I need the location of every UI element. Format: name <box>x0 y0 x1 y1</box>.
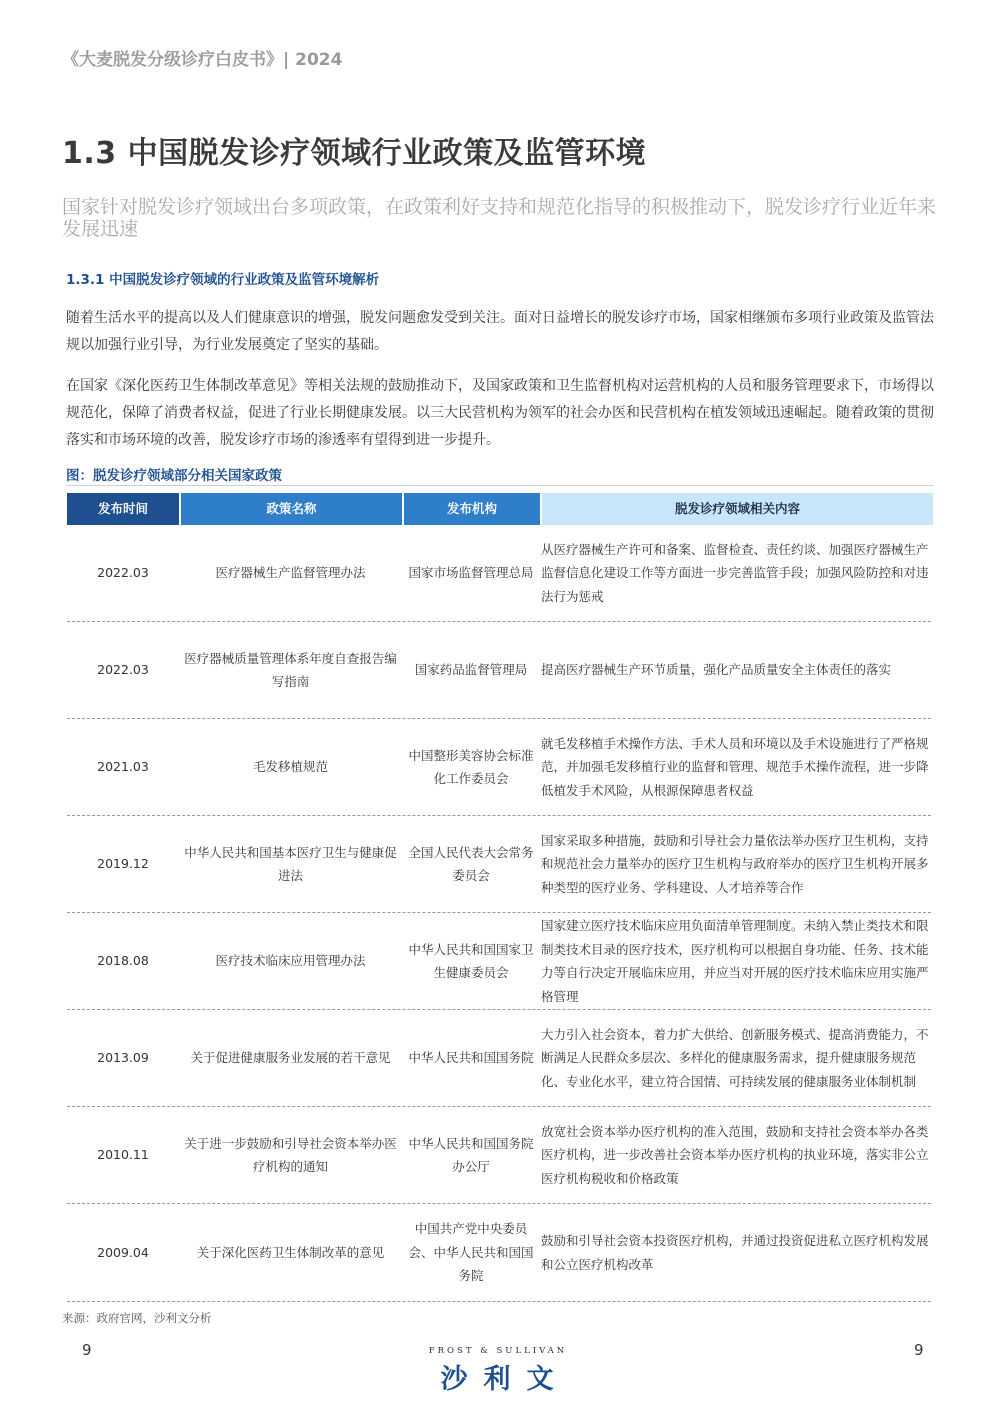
logo-chinese-wordmark: 沙利文 <box>440 1364 570 1395</box>
cell-date: 2019.12 <box>97 856 149 872</box>
subsection-title: 1.3.1 中国脱发诊疗领域的行业政策及监管环境解析 <box>66 272 380 288</box>
cell-agency: 国家药品监督管理局 <box>414 662 528 678</box>
source-note: 来源：政府官网，沙利文分析 <box>62 1311 212 1325</box>
paragraph-2: 在国家《深化医药卫生体制改革意见》等相关法规的鼓励推动下，及国家政策和卫生监督机构对运营机构的人员和服务管理要求下，市场得以规范化，保障了消费者权益，促进了行业长期健康发展。以三大民营机构为领军的社会办医和民营机构在植发领域迅速崛起。随着政策的贯彻落实和市场环境的改善，脱发诊疗市场的渗透率有望得到进一步提升。 <box>66 378 934 448</box>
table-row <box>67 719 931 816</box>
cell-agency: 中华人民共和国国务院 <box>408 1050 534 1066</box>
table-row <box>67 816 931 913</box>
cell-date: 2018.08 <box>97 953 149 969</box>
table-row <box>67 913 931 1010</box>
cell-policy-name: 毛发移植规范 <box>252 759 328 775</box>
cell-content: 国家建立医疗技术临床应用负面清单管理制度。未纳入禁止类技术和限制类技术目录的医疗技术，医疗机构可以根据自身功能、任务、技术能力等自行决定开展临床应用，并应当对开展的医疗技术临床应用实施严格管理 <box>541 918 929 1004</box>
cell-content: 大力引入社会资本，着力扩大供给、创新服务模式、提高消费能力，不断满足人民群众多层次、多样化的健康服务需求，提升健康服务规范化、专业化水平，建立符合国情、可持续发展的健康服务业体制机制 <box>541 1026 929 1089</box>
cell-date: 2022.03 <box>97 662 149 678</box>
page-number-left: 9 <box>82 1341 92 1359</box>
policy-table-header <box>67 493 933 525</box>
cell-agency: 中华人民共和国国家卫生健康委员会 <box>408 941 534 980</box>
cell-policy-name: 关于进一步鼓励和引导社会资本举办医疗机构的通知 <box>184 1135 397 1174</box>
figure-divider <box>66 485 934 486</box>
table-row <box>67 525 931 622</box>
frost-sullivan-logo <box>418 1346 578 1396</box>
policy-table-body <box>67 525 931 1302</box>
cell-date: 2013.09 <box>97 1050 149 1066</box>
cell-content: 提高医疗器械生产环节质量，强化产品质量安全主体责任的落实 <box>541 662 892 678</box>
cell-policy-name: 医疗器械生产监督管理办法 <box>215 565 366 581</box>
cell-agency: 中国整形美容协会标准化工作委员会 <box>408 747 534 786</box>
header-content: 脱发诊疗领域相关内容 <box>542 493 933 525</box>
cell-agency: 国家市场监督管理总局 <box>408 565 534 581</box>
paragraph-1: 随着生活水平的提高以及人们健康意识的增强，脱发问题愈发受到关注。面对日益增长的脱发诊疗市场，国家相继颁布多项行业政策及监管法规以加强行业引导，为行业发展奠定了坚实的基础。 <box>66 310 934 353</box>
logo-english-wordmark: FROST & SULLIVAN <box>428 1346 568 1356</box>
table-row <box>67 1204 931 1302</box>
section-title: 1.3 中国脱发诊疗领域行业政策及监管环境 <box>62 136 647 171</box>
cell-policy-name: 中华人民共和国基本医疗卫生与健康促进法 <box>184 844 397 883</box>
header-policy-name: 政策名称 <box>181 493 402 525</box>
cell-policy-name: 医疗器械质量管理体系年度自查报告编写指南 <box>184 650 397 689</box>
cell-content: 从医疗器械生产许可和备案、监督检查、责任约谈、加强医疗器械生产监督信息化建设工作等方面进一步完善监管手段；加强风险防控和对违法行为惩戒 <box>541 541 929 604</box>
cell-policy-name: 关于深化医药卫生体制改革的意见 <box>196 1244 385 1260</box>
cell-date: 2021.03 <box>97 759 149 775</box>
page-number-right: 9 <box>914 1341 924 1359</box>
cell-date: 2010.11 <box>97 1147 149 1163</box>
document-header: 《大麦脱发分级诊疗白皮书》| 2024 <box>62 50 343 70</box>
header-agency: 发布机构 <box>404 493 540 525</box>
cell-agency: 全国人民代表大会常务委员会 <box>408 844 534 883</box>
table-row <box>67 622 931 719</box>
cell-content: 国家采取多种措施，鼓励和引导社会力量依法举办医疗卫生机构，支持和规范社会力量举办的医疗卫生机构与政府举办的医疗卫生机构开展多种类型的医疗业务、学科建设、人才培养等合作 <box>541 832 929 895</box>
lead-summary: 国家针对脱发诊疗领域出台多项政策，在政策利好支持和规范化指导的积极推动下，脱发诊疗行业近年来发展迅速 <box>62 196 937 240</box>
cell-content: 放宽社会资本举办医疗机构的准入范围，鼓励和支持社会资本举办各类医疗机构，进一步改善社会资本举办医疗机构的执业环境，落实非公立医疗机构税收和价格政策 <box>541 1123 929 1186</box>
cell-policy-name: 关于促进健康服务业发展的若干意见 <box>190 1050 391 1066</box>
cell-content: 鼓励和引导社会资本投资医疗机构，并通过投资促进私立医疗机构发展和公立医疗机构改革 <box>541 1233 929 1272</box>
cell-date: 2022.03 <box>97 565 149 581</box>
cell-policy-name: 医疗技术临床应用管理办法 <box>215 953 366 969</box>
figure-title: 图：脱发诊疗领域部分相关国家政策 <box>66 468 282 484</box>
cell-agency: 中国共产党中央委员会、中华人民共和国国务院 <box>408 1221 534 1284</box>
table-row <box>67 1107 931 1204</box>
cell-agency: 中华人民共和国国务院办公厅 <box>408 1135 534 1174</box>
cell-content: 就毛发移植手术操作方法、手术人员和环境以及手术设施进行了严格规范，并加强毛发移植行业的监督和管理、规范手术操作流程，进一步降低植发手术风险，从根源保障患者权益 <box>541 735 929 798</box>
header-date: 发布时间 <box>67 493 179 525</box>
table-row <box>67 1010 931 1107</box>
cell-date: 2009.04 <box>97 1244 149 1260</box>
